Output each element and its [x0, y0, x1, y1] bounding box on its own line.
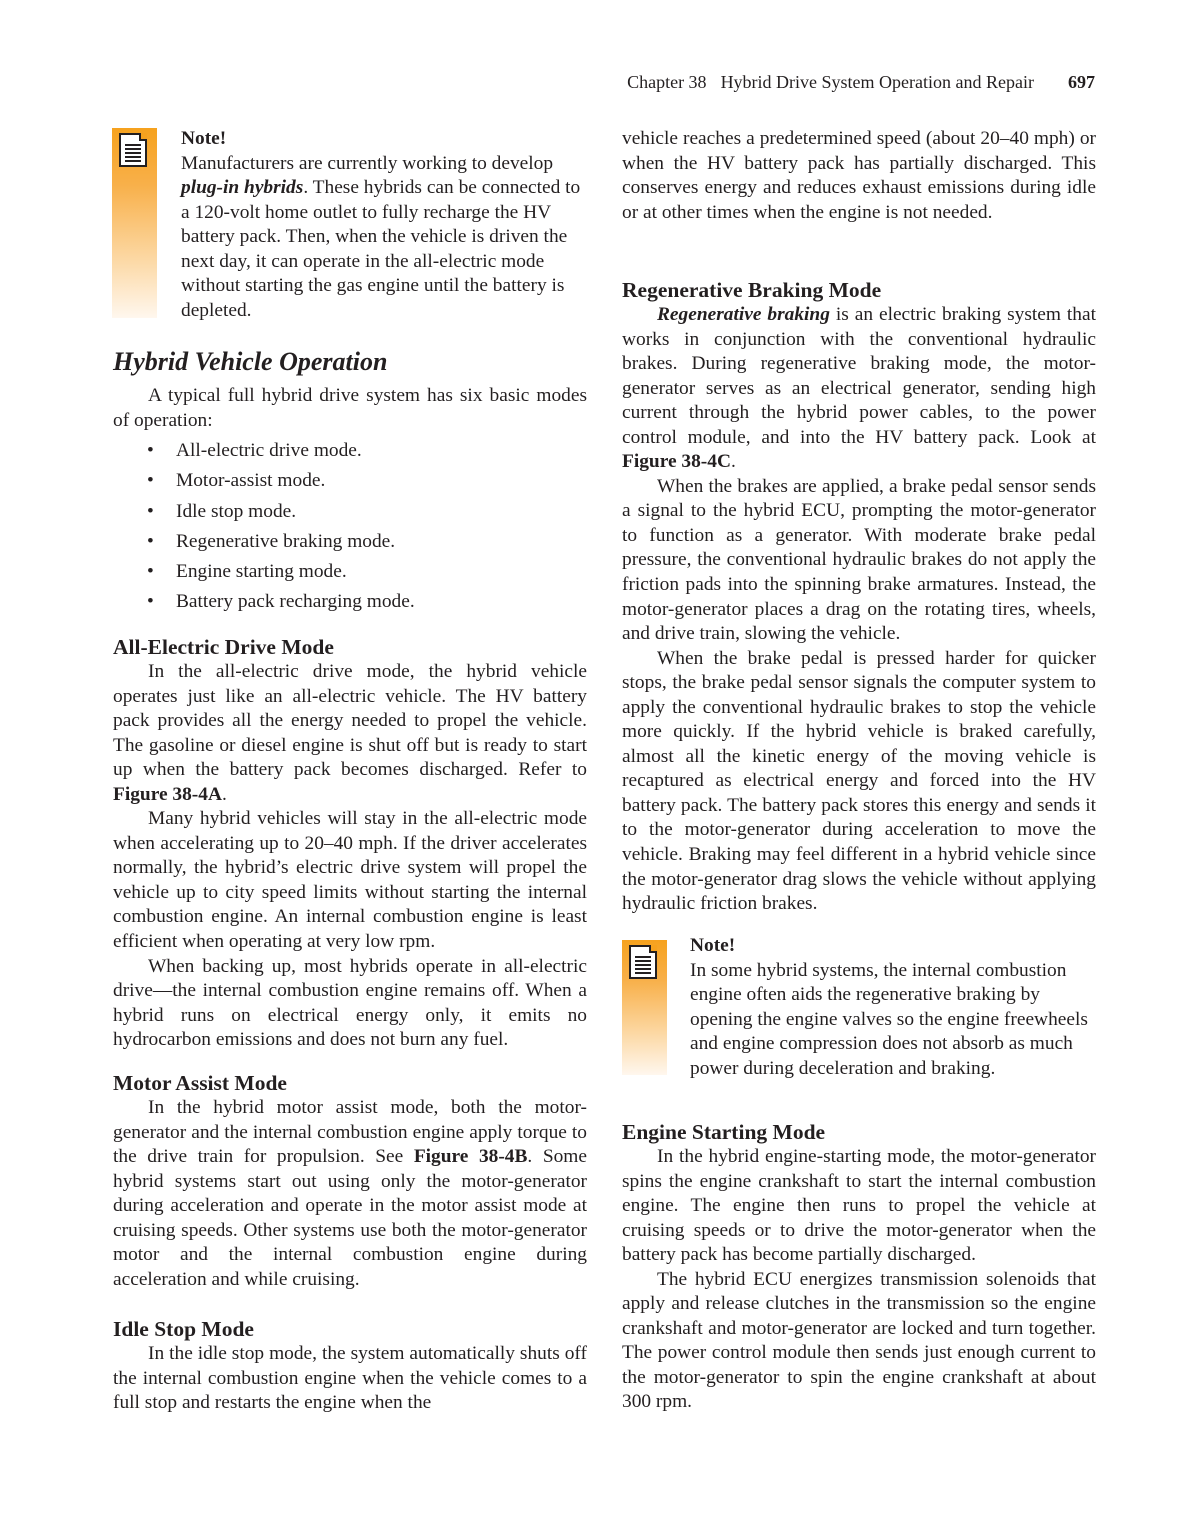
note-title: Note! [181, 128, 227, 149]
text-run: is an electric braking system that works in conjunction with the conventional hydraulic brakes. During regenerative braking mode, the motor-generator serves as an electrical generator, sending high current through the hybrid power cables, to the power control module, and into the HV battery pack. Look at [622, 304, 1096, 448]
note-title: Note! [690, 935, 736, 956]
chapter-label: Chapter 38 [627, 72, 707, 92]
emphasized-term: Figure 38-4A [113, 783, 222, 805]
section-heading: Motor Assist Mode [113, 1071, 287, 1095]
section-hybrid-operation [113, 347, 587, 617]
note-box [181, 127, 583, 323]
section-heading: All-Electric Drive Mode [113, 635, 334, 659]
list-item: • Engine starting mode. [113, 557, 587, 587]
paragraph [113, 384, 587, 433]
section-engine-starting [622, 1119, 1096, 1415]
paragraph [622, 1268, 1096, 1415]
text-run: In the hybrid engine-starting mode, the motor-generator spins the engine crankshaft to start the internal combustion engine. The engine then runs to propel the vehicle at cruising speeds or to drive the motor-generator when the battery pack has become partially discharged. [622, 1146, 1096, 1266]
text-run: In the all-electric drive mode, the hybrid vehicle operates just like an all-electric vehicle. The HV battery pack provides all the energy needed to propel the vehicle. The gasoline or diesel engine is shut off but is ready to start up when the battery pack becomes discharged. Refer to [113, 661, 587, 781]
text-run: When the brakes are applied, a brake pedal sensor sends a signal to the hybrid ECU, prompting the motor-generator to function as a generator. With moderate brake pedal pressure, the conventional hydraulic brakes do not apply the friction pads into the spinning brake armatures. Instead, the motor-generator places a drag on the rotating tires, wheels, and drive train, slowing the vehicle. [622, 475, 1096, 645]
paragraph [113, 660, 587, 807]
text-run: In the hybrid motor assist mode, both the motor-generator and the internal combustion engine apply torque to the drive train for propulsion. See [113, 1097, 587, 1168]
section-regenerative-braking [622, 277, 1096, 917]
section-heading: Idle Stop Mode [113, 1317, 254, 1341]
paragraph [113, 955, 587, 1053]
text-run: The hybrid ECU energizes transmission solenoids that apply and release clutches in the transmission so the engine crankshaft and motor-generator are locked and turn together. The power control module then sends just enough current to the motor-generator to spin the engine crankshaft at about 300 rpm. [622, 1268, 1096, 1413]
text-run: When the brake pedal is pressed harder for quicker stops, the brake pedal sensor signals the computer system to apply the conventional hydraulic brakes to stop the vehicle more quickly. If the hybrid vehicle is braked carefully, almost all the kinetic energy of the moving vehicle is recaptured as electrical energy and forced into the HV battery pack. The battery pack stores this energy and sends it to the motor-generator during acceleration to move the vehicle. Braking may feel different in a hybrid vehicle since the motor-generator drag slows the vehicle without applying hydraulic friction brakes. [622, 647, 1096, 915]
text-run: When backing up, most hybrids operate in all-electric drive—the internal combustion engine remains off. When a hybrid runs on electrical energy only, it emits no hydrocarbon emissions and does not burn any fuel. [113, 955, 587, 1051]
text-run: . [730, 451, 736, 473]
text-run: . [221, 783, 227, 805]
note-document-icon [629, 945, 657, 979]
section-heading: Engine Starting Mode [622, 1120, 826, 1144]
paragraphs [113, 660, 587, 1053]
list-item: • All-electric drive mode. [113, 436, 587, 466]
text-run: A typical full hybrid drive system has six basic modes of operation: [113, 385, 587, 431]
paragraph [113, 1096, 587, 1292]
section-heading: Hybrid Vehicle Operation [113, 347, 388, 376]
note-document-icon [119, 133, 147, 167]
text-run: Manufacturers are currently working to develop [181, 152, 554, 174]
text-run: . Some hybrid systems start out using only the motor-generator during acceleration and operate in the motor assist mode at cruising speeds. Other systems use both the motor-generator motor and the internal combustion engine during acceleration and while cruising. [113, 1146, 587, 1290]
text-run: . These hybrids can be connected to a 120-volt home outlet to fully recharge the HV battery pack. Then, when the vehicle is driven the next day, it can operate in the all-electric mode without starting the gas engine until the battery is depleted. [181, 177, 581, 321]
section-motor-assist [113, 1070, 587, 1292]
emphasized-term: Regenerative braking [657, 304, 830, 325]
text-run: vehicle reaches a predetermined speed (about 20–40 mph) or when the HV battery pack has partially discharged. This conserves energy and reduces exhaust emissions during idle or at other times when the engine is not needed. [622, 128, 1096, 223]
note-sidebar [622, 940, 667, 1075]
note-sidebar [112, 128, 157, 318]
paragraphs [622, 1145, 1096, 1415]
paragraph [622, 1145, 1096, 1268]
paragraph [622, 303, 1096, 475]
running-header [627, 70, 1095, 95]
paragraphs [113, 1342, 587, 1416]
paragraph [622, 647, 1096, 917]
text-run: In the idle stop mode, the system automatically shuts off the internal combustion engine when the vehicle comes to a full stop and restarts the engine when the [113, 1343, 587, 1414]
modes-list [113, 436, 587, 617]
section-all-electric [113, 634, 587, 1053]
continued-paragraph [622, 127, 1096, 225]
list-item: • Motor-assist mode. [113, 466, 587, 496]
note-text [181, 152, 583, 324]
page-number: 697 [1068, 72, 1095, 92]
list-item: • Regenerative braking mode. [113, 527, 587, 557]
emphasized-term: plug-in hybrids [181, 177, 304, 199]
note-text [690, 959, 1096, 1082]
paragraph [622, 475, 1096, 647]
text-run: In some hybrid systems, the internal combustion engine often aids the regenerative braking by opening the engine valves so the engine freewheels and engine compression does not absorb as much power during deceleration and braking. [690, 959, 1088, 1079]
text-run: Many hybrid vehicles will stay in the all-electric mode when accelerating up to 20–40 mph. If the driver accelerates normally, the hybrid’s electric drive system will propel the vehicle up to city speed limits without starting the internal combustion engine. An internal combustion engine is least efficient when operating at very low rpm. [113, 808, 587, 953]
list-item: • Idle stop mode. [113, 497, 587, 527]
paragraphs [622, 303, 1096, 917]
section-idle-stop [113, 1316, 587, 1416]
emphasized-term: Figure 38-4C [622, 451, 731, 473]
chapter-title: Hybrid Drive System Operation and Repair [720, 72, 1034, 92]
section-heading: Regenerative Braking Mode [622, 278, 882, 302]
note-box [690, 934, 1096, 1081]
paragraphs [113, 1096, 587, 1292]
list-item: • Battery pack recharging mode. [113, 587, 587, 617]
emphasized-term: Figure 38-4B [413, 1146, 528, 1168]
paragraph [622, 127, 1096, 225]
paragraph [113, 1342, 587, 1416]
paragraph [113, 807, 587, 954]
